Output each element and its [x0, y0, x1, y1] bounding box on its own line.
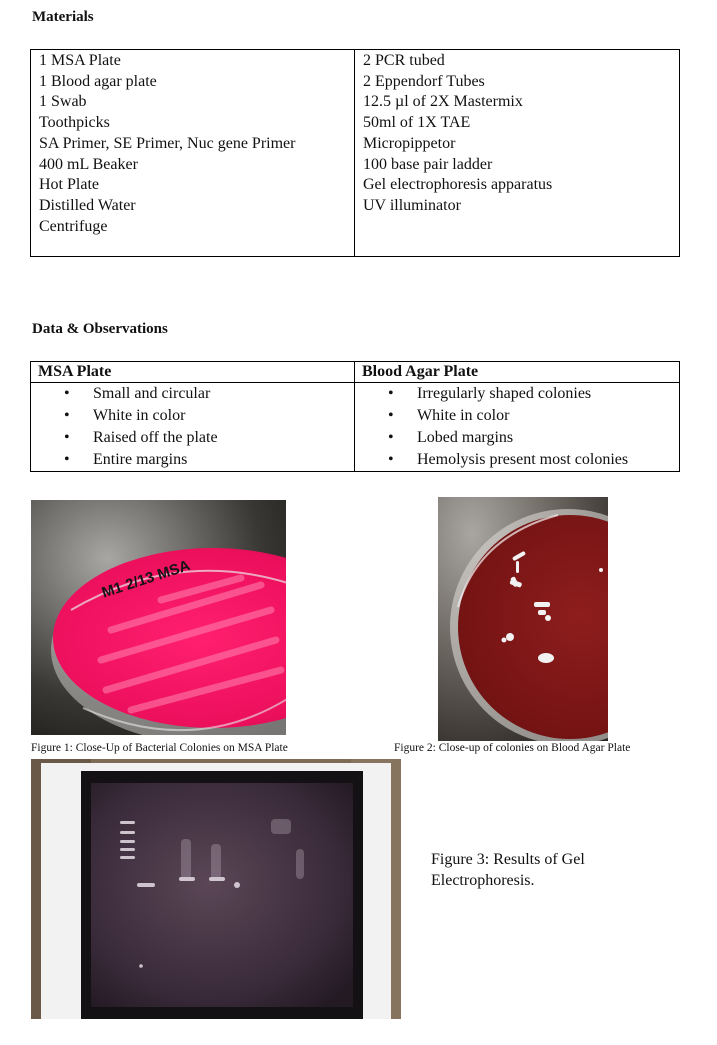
observations-table	[30, 361, 680, 472]
blood-header-cell	[355, 362, 680, 383]
list-item: • White in color	[355, 405, 679, 427]
list-item: • Small and circular	[31, 383, 354, 405]
material-item: 12.5 µl of 2X Mastermix	[363, 93, 523, 111]
list-item: • Lobed margins	[355, 427, 679, 449]
materials-right-column	[355, 50, 680, 257]
blood-agar-plate-photo	[438, 497, 608, 741]
msa-observations-cell	[31, 383, 355, 472]
list-item: • Raised off the plate	[31, 427, 354, 449]
observations-heading: Data & Observations	[32, 321, 168, 337]
material-item: UV illuminator	[363, 196, 461, 214]
gel-electrophoresis-photo	[31, 759, 401, 1019]
list-item: • Irregularly shaped colonies	[355, 383, 679, 405]
material-item: 1 MSA Plate	[39, 52, 121, 69]
material-item: 1 Swab	[39, 93, 87, 111]
msa-observations-list	[31, 383, 354, 471]
material-item: 2 PCR tubed	[363, 52, 445, 69]
list-item: • Entire margins	[31, 449, 354, 471]
figure-2-caption: Figure 2: Close-up of colonies on Blood Agar Plate	[394, 742, 631, 754]
msa-plate-photo	[31, 500, 286, 735]
material-item: Gel electrophoresis apparatus	[363, 176, 553, 194]
material-item: Centrifuge	[39, 217, 108, 235]
materials-heading: Materials	[32, 9, 94, 25]
figure-3-caption: Figure 3: Results of Gel Electrophoresis.	[431, 851, 585, 889]
material-item: 2 Eppendorf Tubes	[363, 72, 485, 90]
blood-observations-list	[355, 383, 679, 471]
list-item: • Hemolysis present most colonies	[355, 449, 679, 471]
msa-plate-header: MSA Plate	[38, 363, 112, 380]
blood-agar-header: Blood Agar Plate	[362, 363, 479, 380]
blood-observations-cell	[355, 383, 680, 472]
list-item: • White in color	[31, 405, 354, 427]
msa-header-cell	[31, 362, 355, 383]
material-item: 100 base pair ladder	[363, 155, 493, 173]
materials-left-column	[31, 50, 355, 257]
plate-marker-label: M1 2/13 MSA	[99, 557, 193, 602]
material-item: 50ml of 1X TAE	[363, 114, 471, 132]
material-item: Toothpicks	[39, 114, 110, 132]
material-item: Micropippetor	[363, 134, 456, 152]
material-item: 400 mL Beaker	[39, 155, 138, 173]
material-item: SA Primer, SE Primer, Nuc gene Primer	[39, 134, 296, 152]
material-item: 1 Blood agar plate	[39, 72, 157, 90]
figure-1-caption: Figure 1: Close-Up of Bacterial Colonies on MSA Plate	[31, 742, 288, 754]
material-item: Hot Plate	[39, 176, 99, 194]
material-item: Distilled Water	[39, 196, 136, 214]
materials-table	[30, 49, 680, 257]
